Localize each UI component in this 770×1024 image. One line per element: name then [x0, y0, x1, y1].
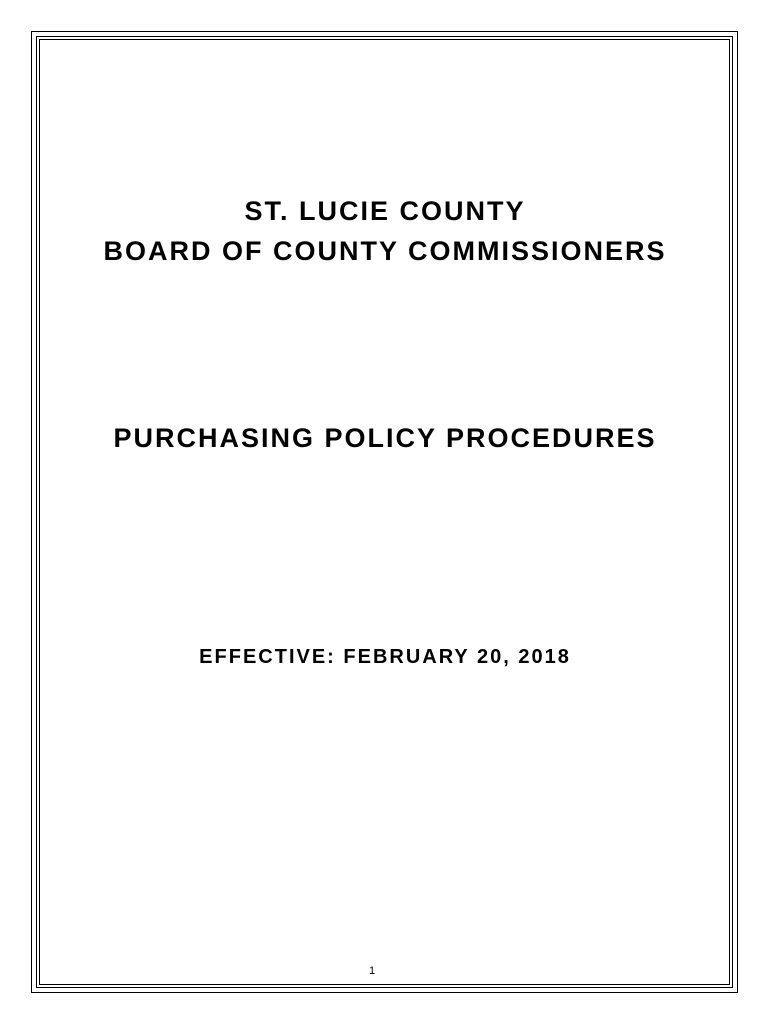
page-border: [31, 31, 738, 993]
page-border-inner: [36, 36, 733, 988]
page-border-innermost: [39, 39, 730, 985]
effective-date: EFFECTIVE: FEBRUARY 20, 2018: [199, 646, 571, 668]
organization-name: ST. LUCIE COUNTY: [244, 196, 526, 226]
board-name: BOARD OF COUNTY COMMISSIONERS: [103, 236, 667, 266]
page-number: 1: [368, 965, 376, 977]
document-title: PURCHASING POLICY PROCEDURES: [113, 423, 657, 453]
